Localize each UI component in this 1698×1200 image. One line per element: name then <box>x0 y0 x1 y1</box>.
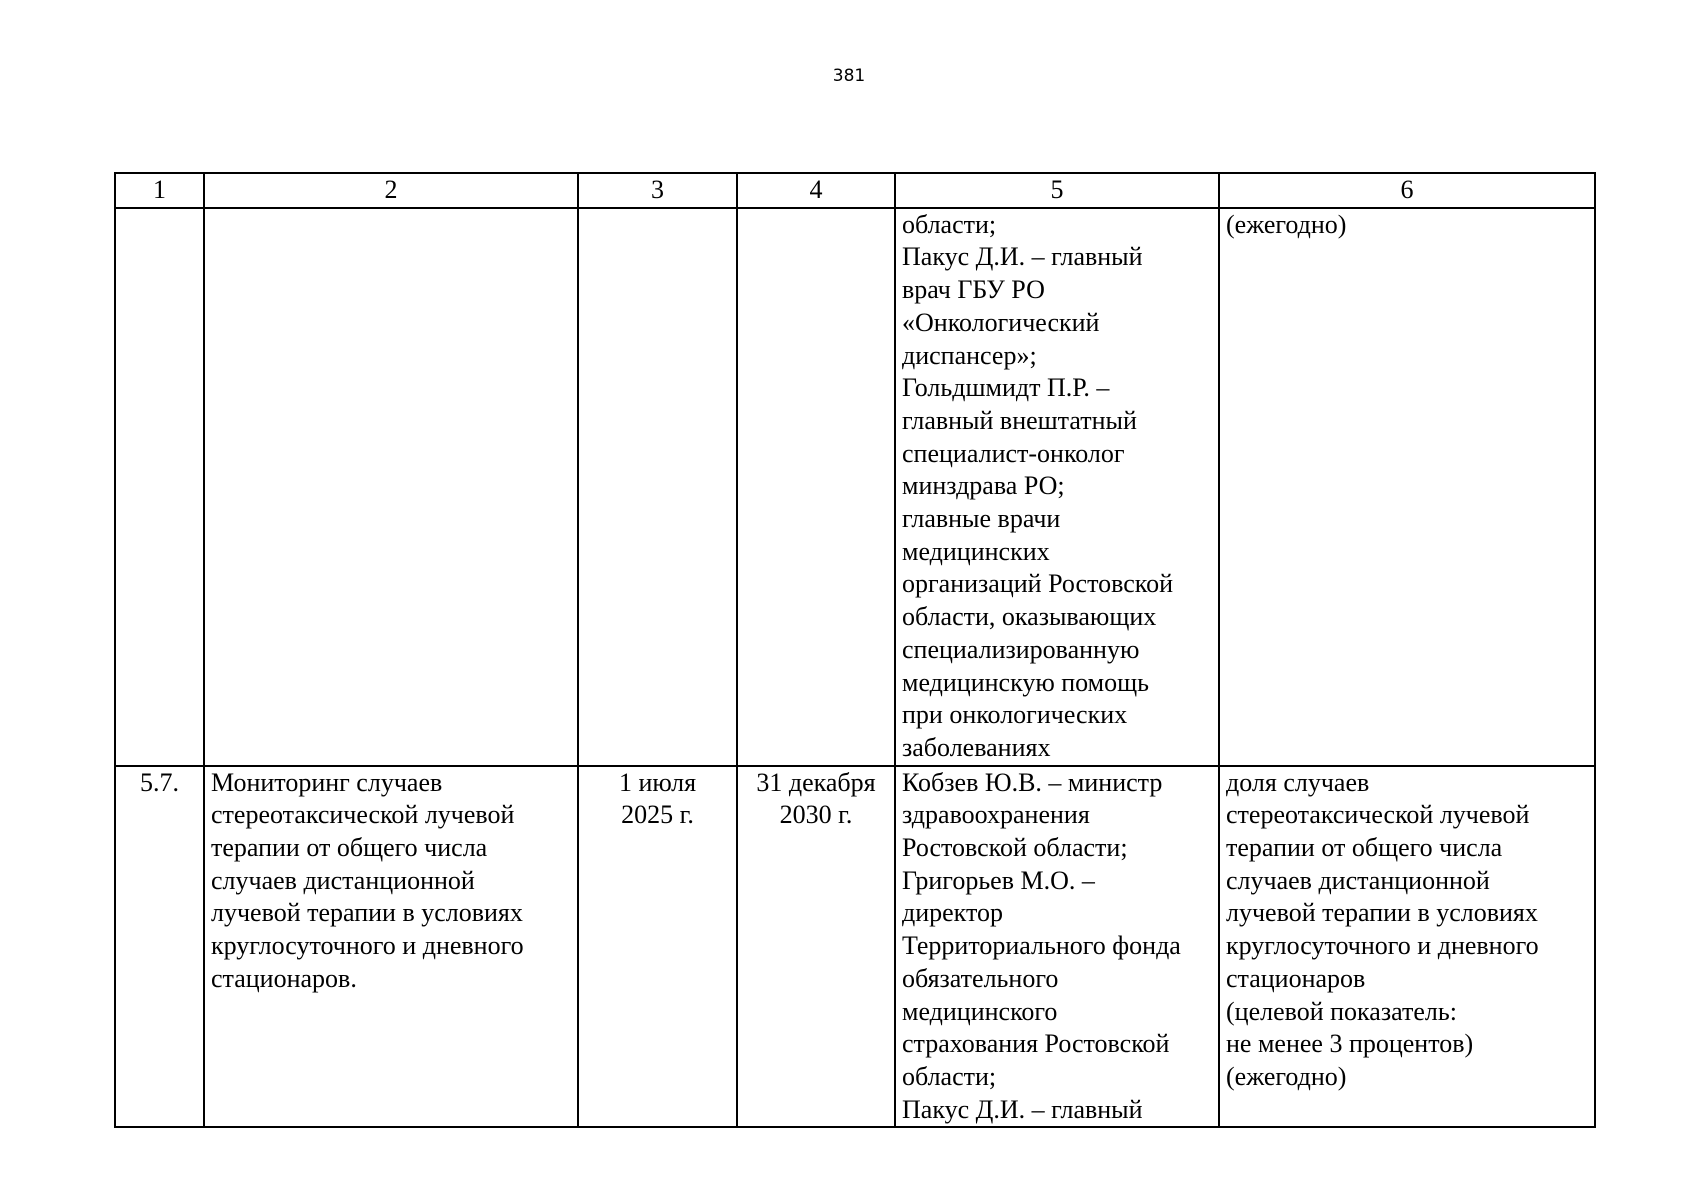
end-date-cell <box>737 208 895 766</box>
table-header-row <box>115 173 1595 208</box>
item-number-cell: 5.7. <box>115 766 204 1128</box>
measure-cell: Мониторинг случаев стереотаксической лучевой терапии от общего числа случаев дистанционной лучевой терапии в условиях круглосуточного и дневного стационаров. <box>204 766 578 1128</box>
plan-table <box>114 172 1596 1128</box>
result-cell: доля случаев стереотаксической лучевой терапии от общего числа случаев дистанционной лучевой терапии в условиях круглосуточного и дневного стационаров (целевой показатель: не менее 3 процентов) (ежегодно) <box>1219 766 1595 1128</box>
table-row <box>115 208 1595 766</box>
responsible-cell: области; Пакус Д.И. – главный врач ГБУ РО «Онкологический диспансер»; Гольдшмидт П.Р. – главный внештатный специалист-онколог минздрава РО; главные врачи медицинских организаций Ростовской области, оказывающих специализированную медицинскую помощь при онкологических заболеваниях <box>895 208 1219 766</box>
column-header-4: 4 <box>737 173 895 208</box>
responsible-cell: Кобзев Ю.В. – министр здравоохранения Ростовской области; Григорьев М.О. – директор Территориального фонда обязательного медицинского страхования Ростовской области; Пакус Д.И. – главный <box>895 766 1219 1128</box>
result-cell: (ежегодно) <box>1219 208 1595 766</box>
column-header-3: 3 <box>578 173 737 208</box>
column-header-1: 1 <box>115 173 204 208</box>
column-header-5: 5 <box>895 173 1219 208</box>
column-header-2: 2 <box>204 173 578 208</box>
item-number-cell <box>115 208 204 766</box>
measure-cell <box>204 208 578 766</box>
column-header-6: 6 <box>1219 173 1595 208</box>
page-number: 381 <box>832 66 866 86</box>
start-date-cell <box>578 208 737 766</box>
end-date-cell: 31 декабря 2030 г. <box>737 766 895 1128</box>
start-date-cell: 1 июля 2025 г. <box>578 766 737 1128</box>
table-row <box>115 766 1595 1128</box>
